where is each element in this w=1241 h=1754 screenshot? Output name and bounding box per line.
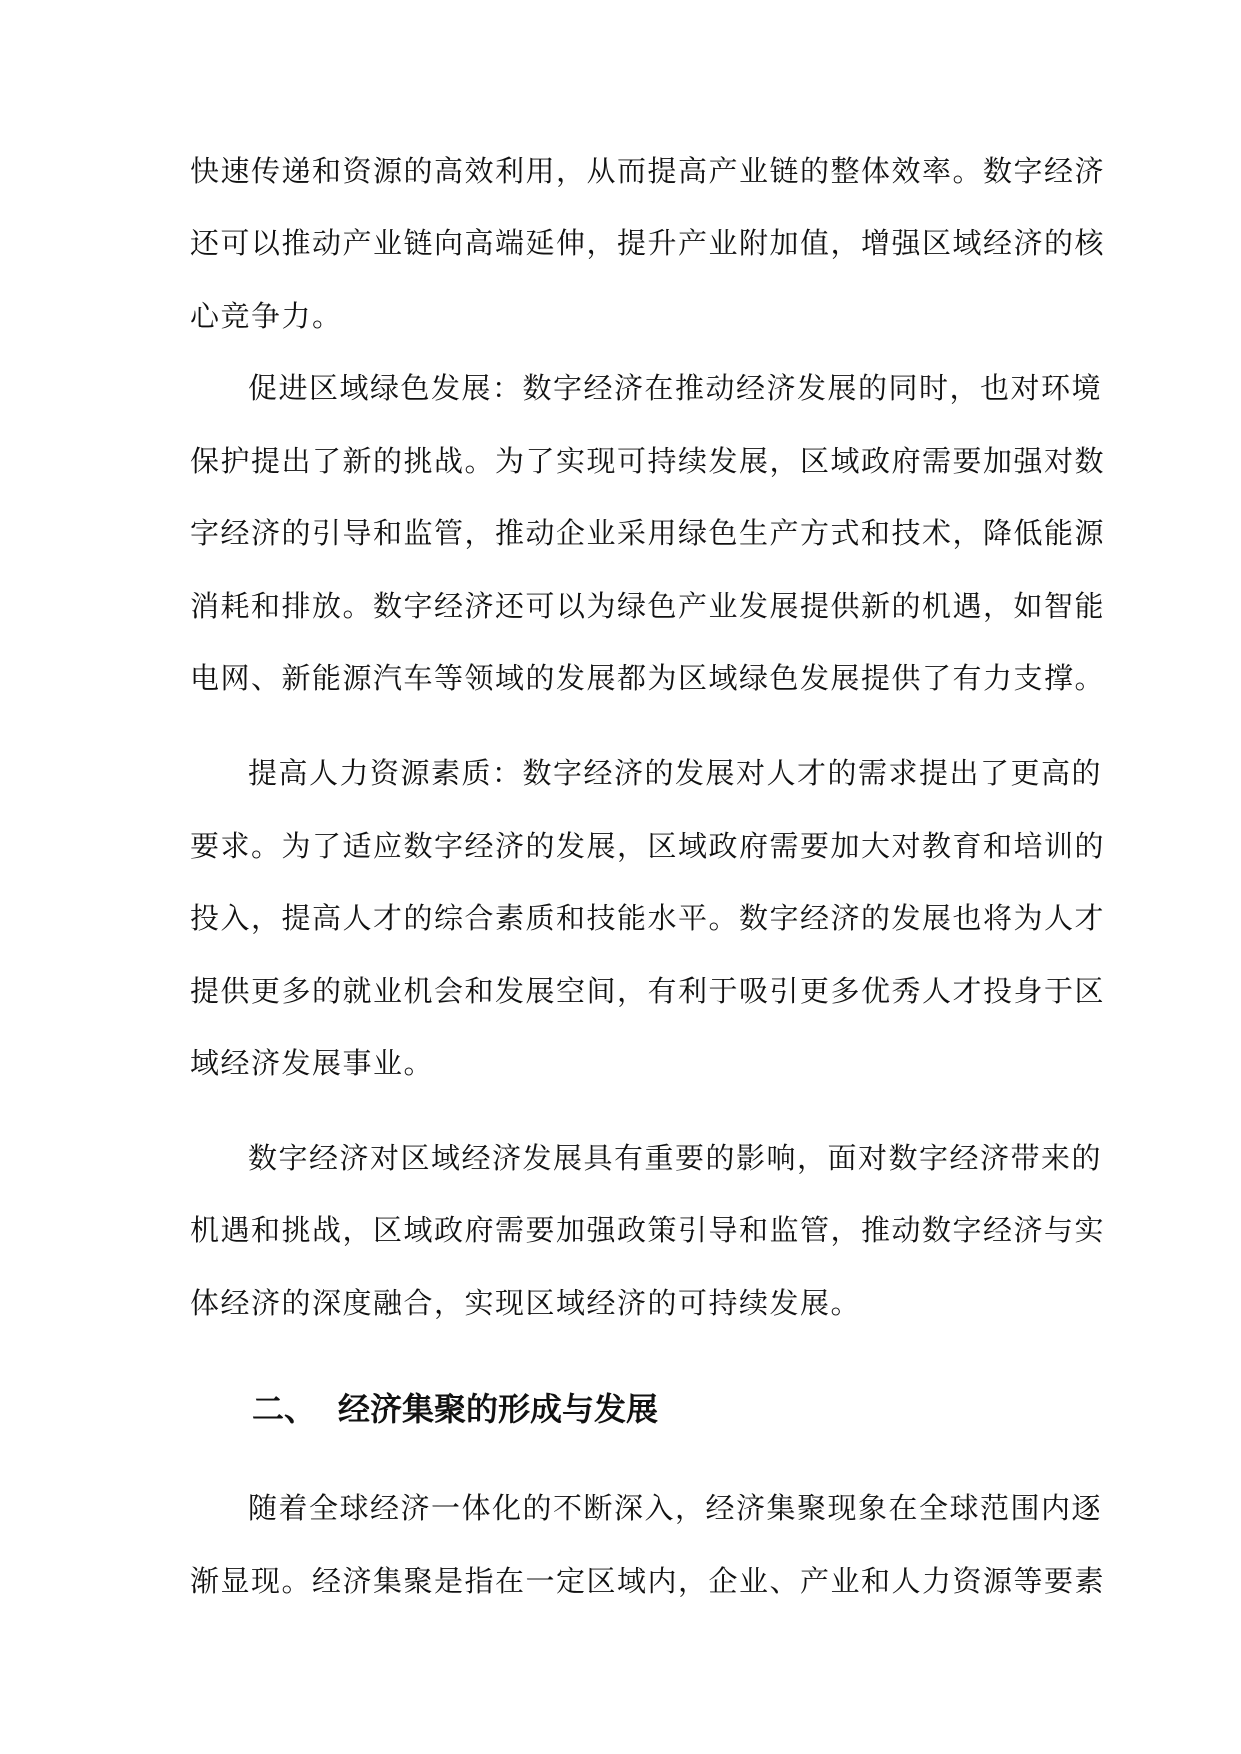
section-number: 二、 [252,1390,317,1428]
paragraph-1-line-2: 还可以推动产业链向高端延伸，提升产业附加值，增强区域经济的核 [190,226,1106,260]
paragraph-1-line-1: 快速传递和资源的高效利用，从而提高产业链的整体效率。数字经济 [190,154,1106,188]
paragraph-3-line-5: 域经济发展事业。 [190,1046,435,1080]
paragraph-1-line-3: 心竞争力。 [190,299,343,333]
paragraph-2-line-4: 消耗和排放。数字经济还可以为绿色产业发展提供新的机遇，如智能 [190,589,1106,623]
paragraph-5-line-1: 随着全球经济一体化的不断深入，经济集聚现象在全球范围内逐 [248,1491,1103,1525]
paragraph-2-line-1: 促进区域绿色发展：数字经济在推动经济发展的同时，也对环境 [248,371,1103,405]
section-heading [252,1389,658,1429]
paragraph-2-line-5: 电网、新能源汽车等领域的发展都为区域绿色发展提供了有力支撑。 [190,661,1106,695]
paragraph-4-line-1: 数字经济对区域经济发展具有重要的影响，面对数字经济带来的 [248,1141,1103,1175]
paragraph-3-line-1: 提高人力资源素质：数字经济的发展对人才的需求提出了更高的 [248,756,1103,790]
paragraph-2-line-3: 字经济的引导和监管，推动企业采用绿色生产方式和技术，降低能源 [190,516,1106,550]
paragraph-3-line-4: 提供更多的就业机会和发展空间，有利于吸引更多优秀人才投身于区 [190,974,1106,1008]
paragraph-3-line-2: 要求。为了适应数字经济的发展，区域政府需要加大对教育和培训的 [190,829,1106,863]
paragraph-4-line-3: 体经济的深度融合，实现区域经济的可持续发展。 [190,1286,862,1320]
section-title: 经济集聚的形成与发展 [338,1390,659,1428]
paragraph-3-line-3: 投入，提高人才的综合素质和技能水平。数字经济的发展也将为人才 [190,901,1106,935]
paragraph-4-line-2: 机遇和挑战，区域政府需要加强政策引导和监管，推动数字经济与实 [190,1213,1106,1247]
paragraph-5-line-2: 渐显现。经济集聚是指在一定区域内，企业、产业和人力资源等要素 [190,1564,1106,1598]
paragraph-2-line-2: 保护提出了新的挑战。为了实现可持续发展，区域政府需要加强对数 [190,444,1106,478]
